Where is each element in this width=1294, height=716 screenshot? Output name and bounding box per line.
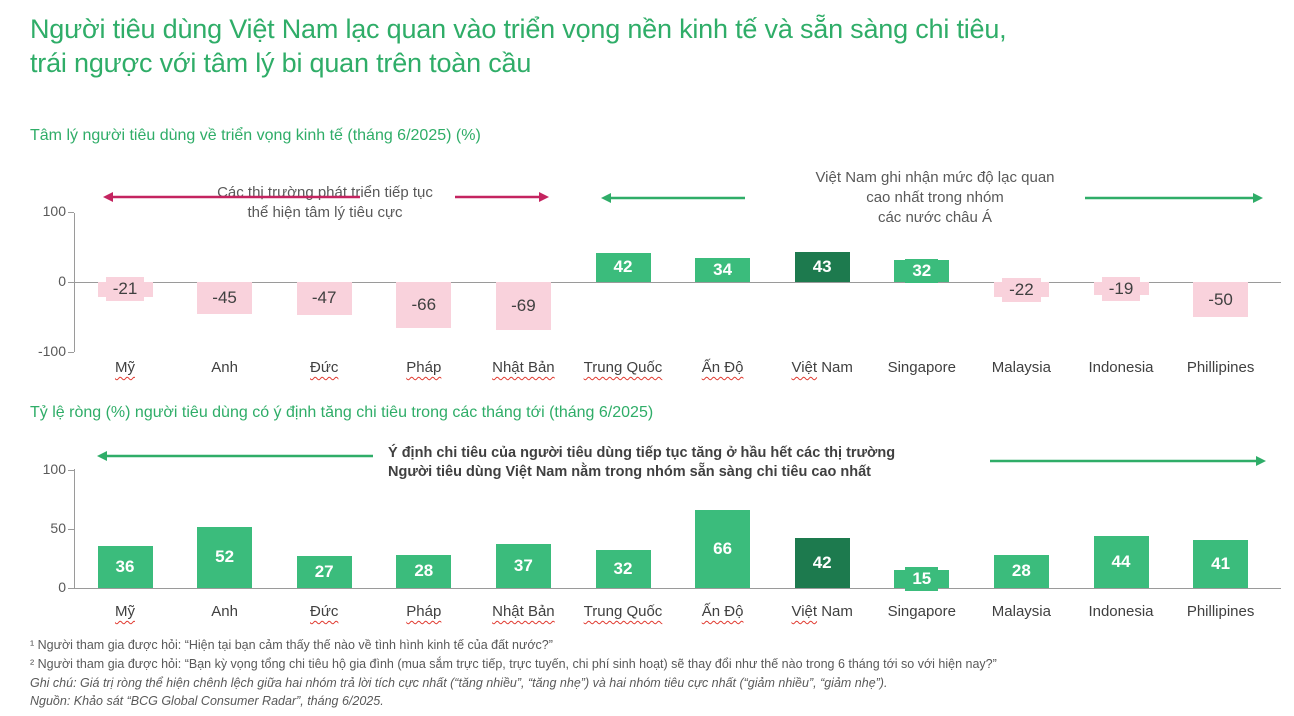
footnotes [30, 636, 997, 711]
misspelling-squiggle: Nhật Bản [492, 359, 555, 376]
annotation-line: các nước châu Á [877, 209, 993, 226]
y-tick-label: 0 [58, 273, 66, 289]
misspelling-squiggle: Trung Quốc [583, 359, 663, 376]
bar-value-label: -45 [205, 286, 244, 310]
bar-value-label: 44 [1105, 550, 1138, 574]
bar-value-label: 42 [607, 255, 640, 279]
annotation-line: Các thị trường phát triển tiếp tục [217, 184, 433, 201]
positive-bar [795, 538, 850, 588]
misspelling-squiggle: Trung Quốc [583, 603, 663, 620]
positive-bar [98, 546, 153, 588]
misspelling-squiggle: Việt [791, 603, 818, 620]
category-label: Singapore [887, 359, 956, 376]
positive-bar [496, 544, 551, 588]
bar-value-label: 27 [308, 560, 341, 584]
category-label: Việt Nam [791, 603, 853, 620]
category-label [274, 602, 374, 621]
misspelling-squiggle: Đức [310, 359, 339, 376]
positive-bar [596, 550, 651, 588]
misspelling-squiggle: Mỹ [114, 359, 135, 376]
positive-bar [1193, 540, 1248, 588]
category-label: Singapore [887, 603, 956, 620]
category-label: Indonesia [1088, 359, 1154, 376]
page-title-line-2: trái ngược với tâm lý bi quan trên toàn cầu [30, 48, 532, 78]
chart1-title: Tâm lý người tiêu dùng về triển vọng kinh tế (tháng 6/2025) (%) [30, 127, 481, 144]
category-label: Anh [211, 603, 238, 620]
bar-value-label: -47 [305, 286, 344, 310]
category-label [374, 602, 474, 621]
category-label [573, 602, 673, 621]
category-label: Indonesia [1088, 603, 1154, 620]
category-label: Malaysia [991, 603, 1051, 620]
y-tick-label: 0 [58, 579, 66, 595]
annotation-line: thể hiện tâm lý tiêu cực [247, 204, 403, 221]
positive-bar [396, 555, 451, 588]
bar-value-label: 32 [905, 259, 938, 283]
y-axis-line [74, 469, 75, 588]
footnote-source: Nguồn: Khảo sát “BCG Global Consumer Radar”, tháng 6/2025. [30, 694, 384, 709]
bar-value-label: -19 [1102, 277, 1141, 301]
positive-bar [994, 555, 1049, 588]
misspelling-squiggle: Pháp [406, 359, 442, 376]
footnote-1: ¹ Người tham gia được hỏi: “Hiện tại bạn cảm thấy thế nào về tình hình kinh tế của đất nước?” [30, 638, 553, 652]
misspelling-squiggle: Ấn Độ [701, 359, 744, 376]
positive-bar [894, 570, 949, 588]
bar-value-label: 15 [905, 567, 938, 591]
bar-value-label: -66 [405, 293, 444, 317]
bar-value-label: 32 [607, 557, 640, 581]
annotation-line: Ý định chi tiêu của người tiêu dùng tiếp tục tăng ở hầu hết các thị trường [388, 445, 896, 461]
y-tick-mark [68, 470, 74, 471]
y-tick-mark [68, 588, 74, 589]
category-label [75, 602, 175, 621]
y-tick-mark [68, 529, 74, 530]
y-tick-label: 100 [42, 203, 66, 219]
bar-value-label: -50 [1201, 288, 1240, 312]
positive-bar [297, 556, 352, 588]
bar-value-label: -69 [504, 294, 543, 318]
misspelling-squiggle: Đức [310, 603, 339, 620]
misspelling-squiggle: Mỹ [114, 603, 135, 620]
category-label: Phillipines [1186, 359, 1255, 376]
category-label: Phillipines [1186, 603, 1255, 620]
misspelling-squiggle: Pháp [406, 603, 442, 620]
bar-value-label: 34 [706, 258, 739, 282]
bar-value-label: 28 [407, 559, 440, 583]
category-label: Anh [211, 359, 238, 376]
x-axis-line [74, 588, 1281, 589]
misspelling-squiggle: Ấn Độ [701, 603, 744, 620]
bar-value-label: -22 [1002, 278, 1041, 302]
category-label [673, 602, 773, 621]
misspelling-squiggle: Nhật Bản [492, 603, 555, 620]
chart2-title: Tỷ lệ ròng (%) người tiêu dùng có ý định tăng chi tiêu trong các tháng tới (tháng 6/2025) [30, 404, 654, 421]
category-label [474, 602, 574, 621]
bar-value-label: 41 [1204, 552, 1237, 576]
page-title-line-1: Người tiêu dùng Việt Nam lạc quan vào triển vọng nền kinh tế và sẵn sàng chi tiêu, [30, 14, 1007, 44]
category-label: Malaysia [991, 359, 1051, 376]
annotation-line: Việt Nam ghi nhận mức độ lạc quan [815, 169, 1055, 186]
bar-value-label: 37 [507, 554, 540, 578]
y-tick-label: 50 [50, 520, 66, 536]
bar-value-label: 66 [706, 537, 739, 561]
bar-value-label: 28 [1005, 559, 1038, 583]
category-label: Việt Nam [791, 359, 853, 376]
footnote-note: Ghi chú: Giá trị ròng thể hiện chênh lệch giữa hai nhóm trả lời tích cực nhất (“tăng nhiều”, “tăng nhẹ”) và hai nhóm tiêu cực nhất (“giảm nhiều”, “giảm nhẹ”). [30, 675, 888, 690]
positive-bar [695, 510, 750, 588]
bar-value-label: 43 [806, 255, 839, 279]
y-tick-label: 100 [42, 461, 66, 477]
bar-value-label: 36 [109, 555, 142, 579]
positive-bar [1094, 536, 1149, 588]
annotation-line: cao nhất trong nhóm [866, 189, 1004, 206]
positive-bar [197, 527, 252, 588]
y-tick-label: -100 [37, 343, 66, 359]
bar-value-label: 42 [806, 551, 839, 575]
annotation-line: Người tiêu dùng Việt Nam nằm trong nhóm sẵn sàng chi tiêu cao nhất [388, 463, 871, 480]
misspelling-squiggle: Việt [791, 359, 818, 376]
bar-value-label: -21 [106, 277, 145, 301]
footnote-2: ² Người tham gia được hỏi: “Bạn kỳ vọng tổng chi tiêu hộ gia đình (mua sắm trực tiếp, trực tuyến, chi phí sinh hoạt) sẽ thay đổi như thế nào trong 6 tháng tới so với hiện nay?” [30, 656, 997, 671]
bar-value-label: 52 [208, 545, 241, 569]
